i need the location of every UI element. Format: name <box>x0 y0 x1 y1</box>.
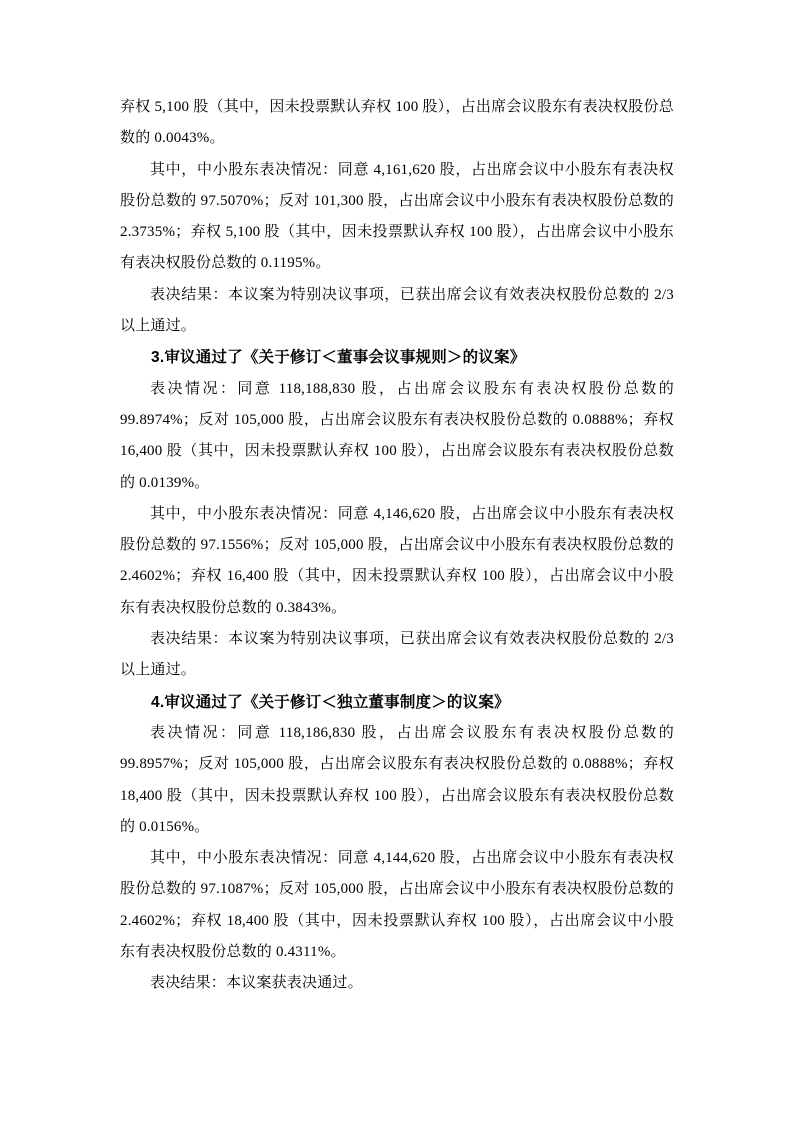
paragraph: 其中，中小股东表决情况：同意 4,144,620 股，占出席会议中小股东有表决权股份总数的 97.1087%；反对 105,000 股，占出席会议中小股东有表决权股份总数的 2.4602%；弃权 18,400 股（其中，因未投票默认弃权 100 股），占出席会议中小股东有表决权股份总数的 0.4311%。 <box>120 850 674 961</box>
section-heading: 3.审议通过了《关于修订＜董事会议事规则＞的议案》 <box>151 349 526 367</box>
paragraph: 其中，中小股东表决情况：同意 4,161,620 股，占出席会议中小股东有表决权股份总数的 97.5070%；反对 101,300 股，占出席会议中小股东有表决权股份总数的 2.3735%；弃权 5,100 股（其中，因未投票默认弃权 100 股），占出席会议中小股东有表决权股份总数的 0.1195%。 <box>120 161 674 272</box>
paragraph: 弃权 5,100 股（其中，因未投票默认弃权 100 股），占出席会议股东有表决权股份总数的 0.0043%。 <box>120 99 674 147</box>
paragraph: 表决结果：本议案为特别决议事项，已获出席会议有效表决权股份总数的 2/3 以上通过。 <box>120 286 674 335</box>
paragraph: 表决结果：本议案为特别决议事项，已获出席会议有效表决权股份总数的 2/3 以上通过。 <box>120 631 674 679</box>
paragraph: 表决情况：同意 118,186,830 股，占出席会议股东有表决权股份总数的 99.8957%；反对 105,000 股，占出席会议股东有表决权股份总数的 0.0888%；弃权 18,400 股（其中，因未投票默认弃权 100 股），占出席会议股东有表决权股份总数的 0.0156%。 <box>120 724 674 835</box>
paragraph: 其中，中小股东表决情况：同意 4,146,620 股，占出席会议中小股东有表决权股份总数的 97.1556%；反对 105,000 股，占出席会议中小股东有表决权股份总数的 2.4602%；弃权 16,400 股（其中，因未投票默认弃权 100 股），占出席会议中小股东有表决权股份总数的 0.3843%。 <box>120 505 674 616</box>
section-heading: 4.审议通过了《关于修订＜独立董事制度＞的议案》 <box>151 693 510 711</box>
paragraph: 表决情况：同意 118,188,830 股，占出席会议股东有表决权股份总数的 99.8974%；反对 105,000 股，占出席会议股东有表决权股份总数的 0.0888%；弃权 16,400 股（其中，因未投票默认弃权 100 股），占出席会议股东有表决权股份总数的 0.0139%。 <box>120 380 674 491</box>
paragraph: 表决结果：本议案获表决通过。 <box>150 975 363 992</box>
document-content <box>120 92 674 1000</box>
